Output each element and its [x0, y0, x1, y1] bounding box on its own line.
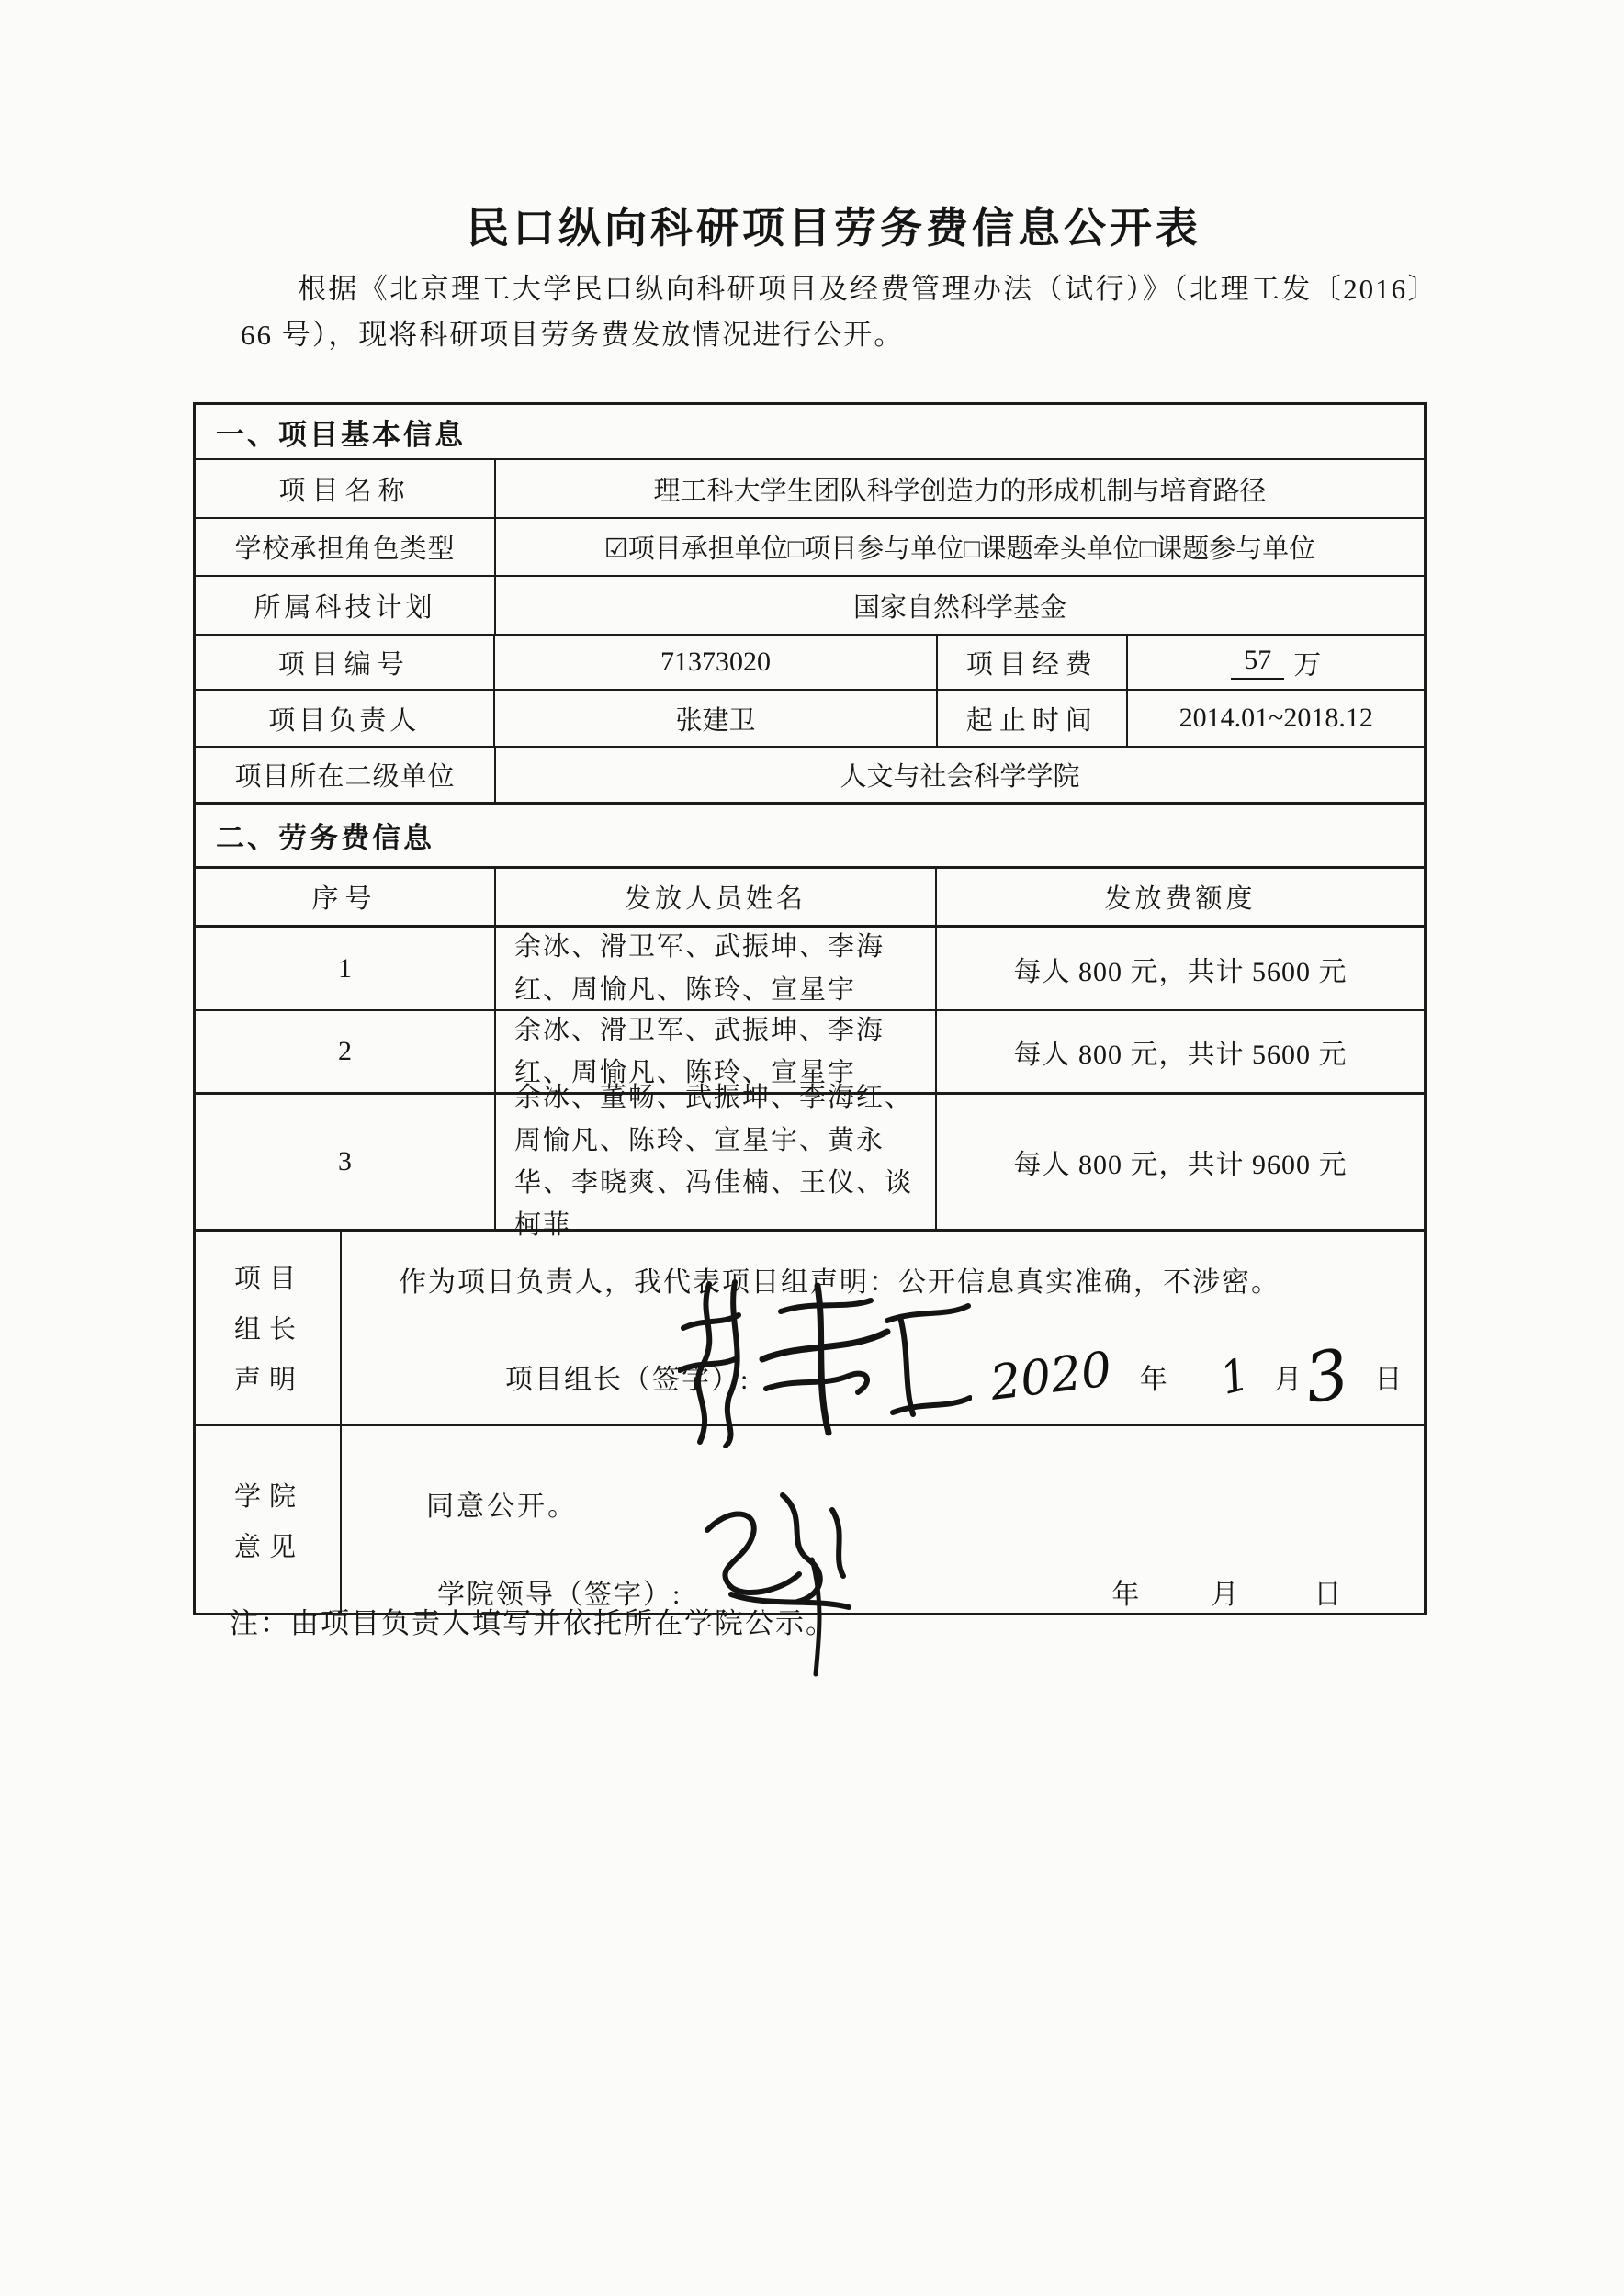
program-value: 国家自然科学基金: [494, 577, 1424, 634]
year-suffix: 年: [1139, 1365, 1167, 1395]
leader-label: 项目负责人: [268, 705, 421, 736]
leader-statement-label: [196, 1232, 340, 1424]
college-opinion-label: [196, 1426, 340, 1613]
project-no-value: 71373020: [493, 636, 937, 689]
month-suffix: 月: [1211, 1580, 1239, 1610]
fee-row-amount: 每人 800 元，共计 9600 元: [935, 1095, 1424, 1229]
fee-row-no: 1: [338, 952, 352, 984]
disclosure-table: [193, 402, 1427, 1615]
section1-heading-row: [196, 405, 1424, 458]
fee-row: [196, 925, 1424, 1009]
fee-row-amount: 每人 800 元，共计 5600 元: [935, 1011, 1424, 1092]
project-name-value: 理工科大学生团队科学创造力的形成机制与培育路径: [494, 460, 1424, 517]
month-suffix: 月: [1274, 1365, 1303, 1395]
role-type-checkboxes: ☑项目承担单位□项目参与单位□课题牵头单位□课题参与单位: [494, 519, 1424, 575]
col-names: 发放人员姓名: [494, 869, 935, 925]
number-budget-row: [196, 634, 1424, 689]
year-suffix: 年: [1111, 1580, 1140, 1610]
college-sign-label: 学院领导（签字）:: [437, 1580, 682, 1610]
project-name-row: [196, 458, 1424, 517]
role-type-row: [196, 517, 1424, 575]
leader-sign-label: 项目组长（签字）:: [505, 1365, 750, 1395]
handwritten-day: 3: [1299, 1334, 1355, 1420]
leader-statement-text: 作为项目负责人，我代表项目组声明：公开信息真实准确，不涉密。: [399, 1267, 1280, 1298]
fee-row-amount: 每人 800 元，共计 5600 元: [935, 928, 1424, 1009]
college-opinion-row: [196, 1424, 1424, 1613]
leader-statement-content: [340, 1232, 1424, 1424]
program-label: 所属科技计划: [254, 592, 436, 623]
fee-row-names: 余冰、董畅、武振坤、李海红、周愉凡、陈玲、宣星宇、黄永华、李晓爽、冯佳楠、王仪、谈柯菲: [494, 1095, 935, 1229]
leader-sign-line: [505, 1334, 1403, 1420]
section2-heading-row: [196, 802, 1424, 866]
leader-period-row: [196, 689, 1424, 746]
budget-unit: 万: [1293, 650, 1322, 681]
label-line: 学院: [233, 1481, 304, 1512]
page-title: 民口纵向科研项目劳务费信息公开表: [467, 204, 1201, 252]
secondary-unit-label: 项目所在二级单位: [234, 762, 456, 792]
period-value: 2014.01~2018.12: [1126, 691, 1424, 746]
secondary-unit-value: 人文与社会科学学院: [494, 748, 1424, 802]
leader-value: 张建卫: [493, 691, 937, 746]
col-no: 序号: [311, 884, 378, 914]
college-opinion-text: 同意公开。: [426, 1491, 578, 1522]
leader-statement-row: [196, 1229, 1424, 1424]
budget-value-cell: [1126, 636, 1424, 689]
intro-paragraph: 根据《北京理工大学民口纵向科研项目及经费管理办法（试行）》（北理工发〔2016〕66 号），现将科研项目劳务费发放情况进行公开。: [241, 273, 1424, 352]
section1-heading: 一、项目基本信息: [216, 418, 466, 451]
fee-row-names: 余冰、滑卫军、武振坤、李海红、周愉凡、陈玲、宣星宇: [494, 928, 935, 1009]
label-line: 组长: [233, 1315, 304, 1345]
footnote: 注：由项目负责人填写并依托所在学院公示。: [230, 1607, 836, 1639]
budget-label: 项目经费: [936, 636, 1126, 689]
label-line: 项目: [233, 1265, 304, 1294]
college-opinion-content: [340, 1426, 1424, 1613]
budget-value: 57: [1231, 645, 1284, 680]
label-line: 意见: [233, 1532, 304, 1562]
fee-row-names: 余冰、滑卫军、武振坤、李海红、周愉凡、陈玲、宣星宇: [494, 1011, 935, 1092]
label-line: 声明: [233, 1366, 304, 1395]
fee-header-row: [196, 866, 1424, 925]
project-no-label: 项目编号: [277, 649, 411, 680]
section2-heading: 二、劳务费信息: [216, 822, 434, 854]
fee-row-no: 3: [338, 1146, 352, 1176]
program-row: [196, 575, 1424, 634]
secondary-unit-row: [196, 746, 1424, 802]
day-suffix: 日: [1314, 1580, 1342, 1610]
fee-row-no: 2: [338, 1036, 352, 1066]
role-type-label: 学校承担角色类型: [234, 535, 456, 564]
period-label: 起止时间: [936, 691, 1126, 746]
day-suffix: 日: [1374, 1365, 1403, 1395]
handwritten-month: 1: [1214, 1348, 1255, 1405]
handwritten-year: 2020: [987, 1342, 1115, 1412]
project-name-label: 项目名称: [278, 476, 412, 506]
col-amount: 发放费额度: [935, 869, 1424, 925]
fee-row: [196, 1083, 1424, 1241]
